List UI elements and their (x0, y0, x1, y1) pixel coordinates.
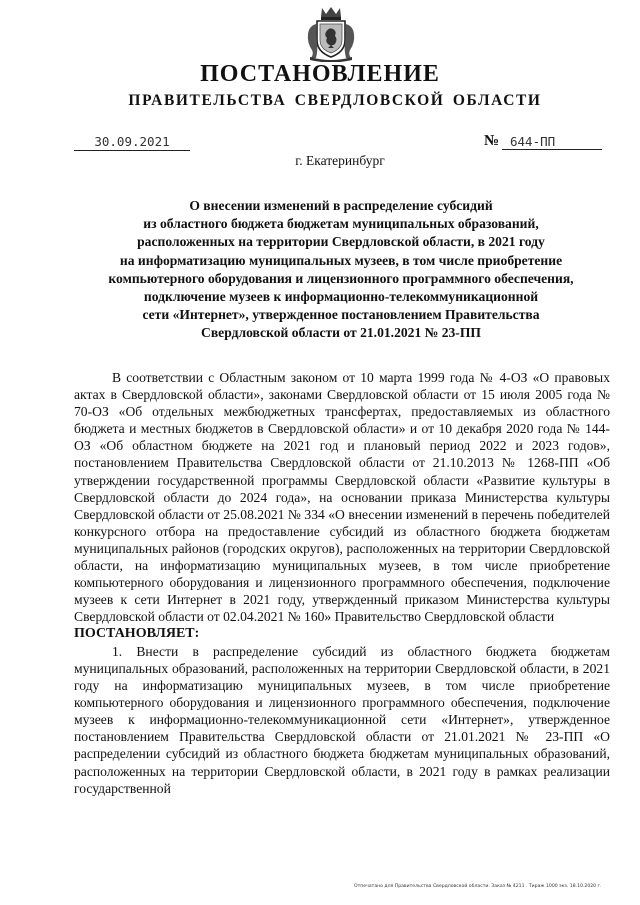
sverdlovsk-coat-of-arms-icon (300, 4, 362, 62)
document-number: 644-ПП (502, 133, 602, 150)
document-body (74, 369, 610, 797)
item-1-paragraph: 1. Внести в распределение субсидий из областного бюджета бюджетам муниципальных образований, расположенных на территории Свердловской области, в 2021 году на информатизацию муниципальных музеев, в том числе приобретение компьютерного оборудования и лицензионного программного обеспечения, подключение музеев к информационно-телекоммуникационной сети «Интернет», утвержденное постановлением Правительства Свердловской области от 21.01.2021 № 23-ПП «О распределении субсидий из областного бюджета бюджетам муниципальных образований, расположенных на территории Свердловской области, в 2021 году в рамках реализации государственной (74, 643, 610, 796)
document-date: 30.09.2021 (74, 133, 190, 151)
issuer-name: ПРАВИТЕЛЬСТВА СВЕРДЛОВСКОЙ ОБЛАСТИ (128, 92, 542, 109)
title-line: подключение музеев к информационно-телекоммуникационной (143, 289, 539, 305)
title-line: компьютерного оборудования и лицензионного программного обеспечения, (108, 270, 574, 286)
print-note: Отпечатано для Правительства Свердловской области. Заказ № 4211 . Тираж 1000 экз. 18.10.2020 г. (354, 884, 602, 889)
resolution-heading: ПОСТАНОВЛЯЕТ: (74, 626, 200, 642)
document-type: ПОСТАНОВЛЕНИЕ (200, 61, 440, 87)
preamble-paragraph: В соответствии с Областным законом от 10 марта 1999 года № 4-ОЗ «О правовых актах в Свердловской области», законами Свердловской области от 15 июля 2005 года № 70-ОЗ «Об отдельных межбюджетных трансфертах, предоставляемых из областного бюджета и местных бюджетов в Свердловской области» и от 10 декабря 2020 года № 144-ОЗ «Об областном бюджете на 2021 год и плановый период 2022 и 2023 годов», постановлением Правительства Свердловской области от 21.10.2013 № 1268-ПП «Об утверждении государственной программы Свердловской области «Развитие культуры в Свердловской области до 2024 года», на основании приказа Министерства культуры Свердловской области от 25.08.2021 № 334 «О внесении изменений в перечень победителей конкурсного отбора на предоставление субсидий из областного бюджета бюджетам муниципальных районов (городских округов), расположенных на территории Свердловской области, на информатизацию муниципальных музеев, в том числе приобретение компьютерного оборудования и лицензионного программного обеспечения, подключение музеев к сети Интернет в 2021 году, утвержденный приказом Министерства культуры Свердловской области от 02.04.2021 № 160» Правительство Свердловской области (74, 370, 610, 625)
title-line: на информатизацию муниципальных музеев, в том числе приобретение (119, 252, 563, 268)
title-line: О внесении изменений в распределение субсидий (189, 198, 493, 213)
title-line: расположенных на территории Свердловской области, в 2021 году (137, 234, 545, 250)
title-line: Свердловской области от 21.01.2021 № 23-ПП (201, 325, 481, 341)
number-sign: № (484, 133, 500, 149)
title-line: сети «Интернет», утвержденное постановлением Правительства (142, 307, 540, 323)
title-line: из областного бюджета бюджетам муниципальных образований, (143, 216, 539, 232)
issue-city: г. Екатеринбург (295, 153, 385, 168)
document-title (72, 197, 610, 343)
